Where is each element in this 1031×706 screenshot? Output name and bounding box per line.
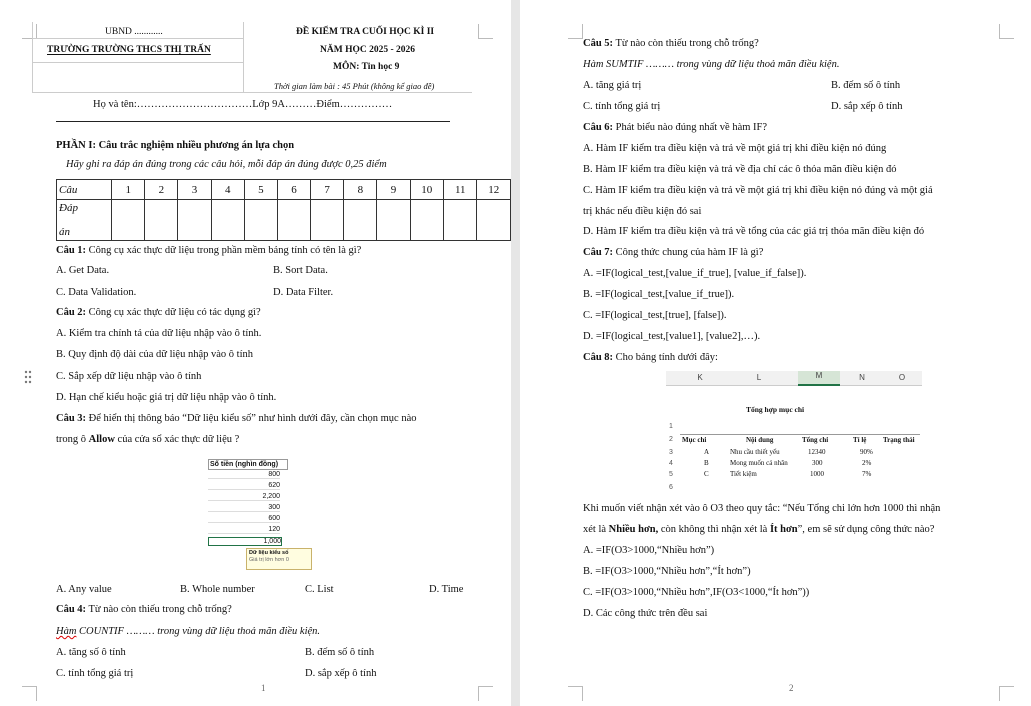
column-header: N	[859, 373, 865, 382]
q5-option-a: A. tăng giá trị	[583, 80, 642, 91]
q6-option-c-line2: trị khác nếu điều kiện đó sai	[583, 206, 702, 217]
school-line-1: UBND ............	[105, 27, 163, 37]
q1-option-c: C. Data Validation.	[56, 287, 137, 298]
question-5-label: Câu 5:	[583, 38, 614, 49]
question-1-label: Câu 1:	[56, 245, 87, 256]
q1-option-d: D. Data Filter.	[273, 287, 334, 298]
page-gap	[511, 0, 520, 706]
header-frame	[32, 62, 243, 63]
sheet-table	[680, 434, 920, 481]
answer-table-header: Câu	[57, 180, 112, 200]
answer-cell[interactable]	[344, 200, 377, 241]
header-frame	[32, 38, 243, 39]
q8-spreadsheet-image	[666, 371, 922, 495]
time-note: Thời gian làm bài : 45 Phút (không kể giao đề)	[274, 81, 435, 91]
row-number: 6	[669, 484, 673, 491]
q8-condition-line2	[583, 524, 934, 535]
answer-table-header: 1	[112, 180, 145, 200]
question-3	[56, 413, 417, 424]
q4-stem	[56, 626, 320, 637]
q2-option-a: A. Kiểm tra chính tả của dữ liệu nhập vào ô tính.	[56, 328, 262, 339]
answer-table-header: 6	[277, 180, 310, 200]
part1-instruction: Hãy ghi ra đáp án đúng trong các câu hỏi, mỗi đáp án đúng được 0,25 điểm	[66, 159, 387, 170]
page-number: 1	[261, 683, 266, 693]
answer-table-header: 2	[145, 180, 178, 200]
answer-table-header: 8	[344, 180, 377, 200]
sheet-header-cell: Tổng chi	[802, 436, 829, 444]
answer-label-line1: Đáp	[59, 202, 78, 214]
question-8-label: Câu 8:	[583, 352, 614, 363]
q5-option-b: B. đếm số ô tính	[831, 80, 901, 91]
crop-mark	[478, 24, 493, 39]
q6-option-b: B. Hàm IF kiểm tra điều kiện và trả về địa chỉ các ô thỏa mãn điều kiện đó	[583, 164, 897, 175]
answer-table-header: 3	[178, 180, 211, 200]
column-header: O	[898, 373, 906, 382]
amount-cell: 800	[208, 471, 280, 479]
student-info-line: Họ và tên:……………………………Lớp 9A………Điểm……………	[93, 99, 393, 110]
q8-text-post: ”, em sẽ sử dụng công thức nào?	[797, 524, 935, 535]
sheet-cell: A	[704, 448, 710, 456]
crop-mark	[568, 686, 583, 701]
answer-table-header: 12	[477, 180, 511, 200]
sheet-cell: 2%	[862, 459, 872, 467]
q6-option-d: D. Hàm IF kiểm tra điều kiện và trả về tổng của các giá trị thỏa mãn điều kiện đó	[583, 226, 925, 237]
q3-option-a: A. Any value	[56, 584, 112, 595]
q8-text-pre: xét là	[583, 524, 609, 535]
q4-option-a: A. tăng số ô tính	[56, 647, 126, 658]
q6-option-c-line1: C. Hàm IF kiểm tra điều kiện và trả về một giá trị khi điều kiện nó đúng và một giá	[583, 185, 933, 196]
row-number: 3	[669, 449, 673, 456]
sheet-cell: Tiết kiệm	[730, 470, 757, 478]
row-number: 5	[669, 471, 673, 478]
question-6-label: Câu 6:	[583, 122, 614, 133]
question-2	[56, 307, 261, 318]
answer-cell[interactable]	[277, 200, 310, 241]
answer-table	[56, 179, 511, 241]
document-page-2	[520, 0, 1031, 706]
q5-option-d: D. sắp xếp ô tính	[831, 101, 903, 112]
question-4	[56, 604, 232, 615]
question-2-label: Câu 2:	[56, 307, 87, 318]
sheet-cell: Nhu cầu thiết yếu	[730, 448, 780, 456]
crop-mark	[478, 686, 493, 701]
q7-option-c: C. =IF(logical_test,[true], [false]).	[583, 310, 727, 321]
crop-mark	[999, 686, 1014, 701]
tooltip-title: Dữ liệu kiểu số	[249, 550, 289, 556]
answer-cell[interactable]	[211, 200, 244, 241]
sheet-cell: 1000	[810, 470, 824, 478]
sheet-header-cell: Nội dung	[746, 436, 774, 444]
q3-allow-term: Allow	[88, 434, 115, 445]
answer-table-header: 10	[410, 180, 443, 200]
drag-handle-icon[interactable]	[24, 370, 32, 384]
amount-cell: 300	[208, 504, 280, 512]
sheet-header-cell: Trạng thái	[883, 436, 915, 444]
school-name: TRƯỜNG TRƯỜNG THCS THỊ TRẤN	[47, 45, 211, 55]
question-7-label: Câu 7:	[583, 247, 614, 258]
answer-table-header: 11	[444, 180, 477, 200]
header-frame	[32, 92, 472, 93]
crop-mark	[22, 686, 37, 701]
q7-option-a: A. =IF(logical_test,[value_if_true], [value_if_false]).	[583, 268, 807, 279]
row-number: 4	[669, 460, 673, 467]
amount-cell: 620	[208, 482, 280, 490]
sheet-cell: 12340	[808, 448, 826, 456]
part1-title: PHẦN I: Câu trắc nghiệm nhiều phương án lựa chọn	[56, 140, 295, 151]
q2-option-d: D. Hạn chế kiểu hoặc giá trị dữ liệu nhập vào ô tính.	[56, 392, 277, 403]
question-7	[583, 247, 763, 258]
q8-option-a: A. =IF(O3>1000,“Nhiều hơn”)	[583, 545, 715, 556]
exam-title: ĐỀ KIỂM TRA CUỐI HỌC KÌ II	[296, 27, 435, 37]
document-page-1	[0, 0, 511, 706]
q6-option-a: A. Hàm IF kiểm tra điều kiện và trả về một giá trị khi điều kiện nó đúng	[583, 143, 887, 154]
q4-option-b: B. đếm số ô tính	[305, 647, 375, 658]
question-3-line2	[56, 434, 239, 445]
subject: MÔN: Tin học 9	[333, 62, 400, 72]
q2-option-c: C. Sắp xếp dữ liệu nhập vào ô tính	[56, 371, 202, 382]
crop-mark	[22, 24, 37, 39]
school-year: NĂM HỌC 2025 - 2026	[320, 45, 415, 55]
sheet-title: Tổng hợp mục chi	[746, 405, 805, 414]
answer-table-header: 7	[311, 180, 344, 200]
column-header: K	[697, 373, 703, 382]
question-7-text: Công thức chung của hàm IF là gì?	[613, 247, 764, 258]
question-5	[583, 38, 759, 49]
sheet-cell: 7%	[862, 470, 872, 478]
answer-label-line2: án	[59, 226, 70, 238]
sheet-header-cell: Mục chi	[682, 436, 707, 444]
amount-header: Số tiền (nghìn đồng)	[208, 459, 288, 470]
q3-option-b: B. Whole number	[180, 584, 255, 595]
q3-option-c: C. List	[305, 584, 334, 595]
question-8	[583, 352, 718, 363]
sheet-cell: 300	[812, 459, 823, 467]
answer-table-header: 4	[211, 180, 244, 200]
column-header: L	[756, 373, 762, 382]
q1-option-b: B. Sort Data.	[273, 265, 328, 276]
sheet-cell: B	[704, 459, 709, 467]
answer-row-label	[57, 200, 112, 241]
answer-cell[interactable]	[377, 200, 410, 241]
amount-cell-selected: 1,000	[208, 537, 282, 546]
header-frame	[243, 22, 244, 93]
sheet-header-cell: Tỉ lệ	[853, 436, 867, 444]
answer-cell[interactable]	[178, 200, 211, 241]
answer-table-header: 5	[244, 180, 277, 200]
answer-cell[interactable]	[311, 200, 344, 241]
sheet-cell: C	[704, 470, 709, 478]
q8-bold-less: Ít hơn	[769, 524, 798, 535]
question-4-text: Từ nào còn thiếu trong chỗ trống?	[86, 604, 232, 615]
spellcheck-word: Hàm	[56, 626, 77, 637]
answer-cell[interactable]	[244, 200, 277, 241]
header-underline	[56, 121, 450, 122]
q8-option-c: C. =IF(O3>1000,“Nhiều hơn”,IF(O3<1000,“Ít hơn”))	[583, 587, 810, 598]
question-3-label: Câu 3:	[56, 413, 87, 424]
q3-validation-image	[206, 457, 322, 569]
answer-cell[interactable]	[477, 200, 511, 241]
q8-bold-more: Nhiều hơn,	[608, 524, 659, 535]
sheet-cell: Mong muốn cá nhân	[730, 459, 788, 467]
question-6-text: Phát biểu nào đúng nhất về hàm IF?	[613, 122, 768, 133]
q8-text-mid: còn không thì nhận xét là	[658, 524, 770, 535]
q3-text-post: của cửa sổ xác thực dữ liệu ?	[114, 434, 240, 445]
amount-cell: 600	[208, 515, 280, 523]
q3-text-pre: trong ô	[56, 434, 89, 445]
q3-option-d: D. Time	[429, 584, 464, 595]
q8-option-b: B. =IF(O3>1000,“Nhiều hơn”,“Ít hơn”)	[583, 566, 751, 577]
tooltip-text: Giá trị lớn hơn 0	[249, 557, 289, 563]
q1-option-a: A. Get Data.	[56, 265, 110, 276]
row-number: 2	[669, 436, 673, 443]
amount-cell: 2,200	[208, 493, 280, 501]
answer-cell[interactable]	[444, 200, 477, 241]
q5-option-c: C. tính tổng giá trị	[583, 101, 661, 112]
crop-mark	[999, 24, 1014, 39]
question-6	[583, 122, 767, 133]
q8-option-d: D. Các công thức trên đều sai	[583, 608, 708, 619]
q4-option-d: D. sắp xếp ô tính	[305, 668, 377, 679]
question-1-text: Công cụ xác thực dữ liệu trong phần mềm bảng tính có tên là gì?	[86, 245, 362, 256]
q7-option-b: B. =IF(logical_test,[value_if_true]).	[583, 289, 735, 300]
q7-option-d: D. =IF(logical_test,[value1], [value2],…).	[583, 331, 761, 342]
question-1	[56, 245, 361, 256]
sheet-cell: 90%	[860, 448, 873, 456]
row-number: 1	[669, 423, 673, 430]
answer-table-header: 9	[377, 180, 410, 200]
question-4-label: Câu 4:	[56, 604, 87, 615]
q4-stem-text: COUNTIF ……… trong vùng dữ liệu thoả mãn điều kiện.	[76, 626, 321, 637]
header-frame	[32, 22, 33, 93]
crop-mark	[568, 24, 583, 39]
column-header-active: M	[798, 371, 840, 386]
q8-condition-line1: Khi muốn viết nhận xét vào ô O3 theo quy tắc: “Nếu Tổng chi lớn hơn 1000 thì nhận	[583, 503, 941, 514]
q5-stem: Hàm SUMTIF ……… trong vùng dữ liệu thoả mãn điều kiện.	[583, 59, 840, 70]
question-5-text: Từ nào còn thiếu trong chỗ trống?	[613, 38, 759, 49]
amount-cell: 120	[208, 526, 280, 534]
question-8-text: Cho bảng tính dưới đây:	[613, 352, 718, 363]
q2-option-b: B. Quy định độ dài của dữ liệu nhập vào ô tính	[56, 349, 253, 360]
answer-cell[interactable]	[112, 200, 145, 241]
answer-cell[interactable]	[145, 200, 178, 241]
question-3-text: Để hiển thị thông báo “Dữ liệu kiểu số” như hình dưới đây, cần chọn mục nào	[86, 413, 417, 424]
answer-cell[interactable]	[410, 200, 443, 241]
q4-option-c: C. tính tổng giá trị	[56, 668, 134, 679]
validation-tooltip	[246, 548, 312, 570]
page-number: 2	[789, 683, 794, 693]
question-2-text: Công cụ xác thực dữ liệu có tác dụng gì?	[86, 307, 261, 318]
